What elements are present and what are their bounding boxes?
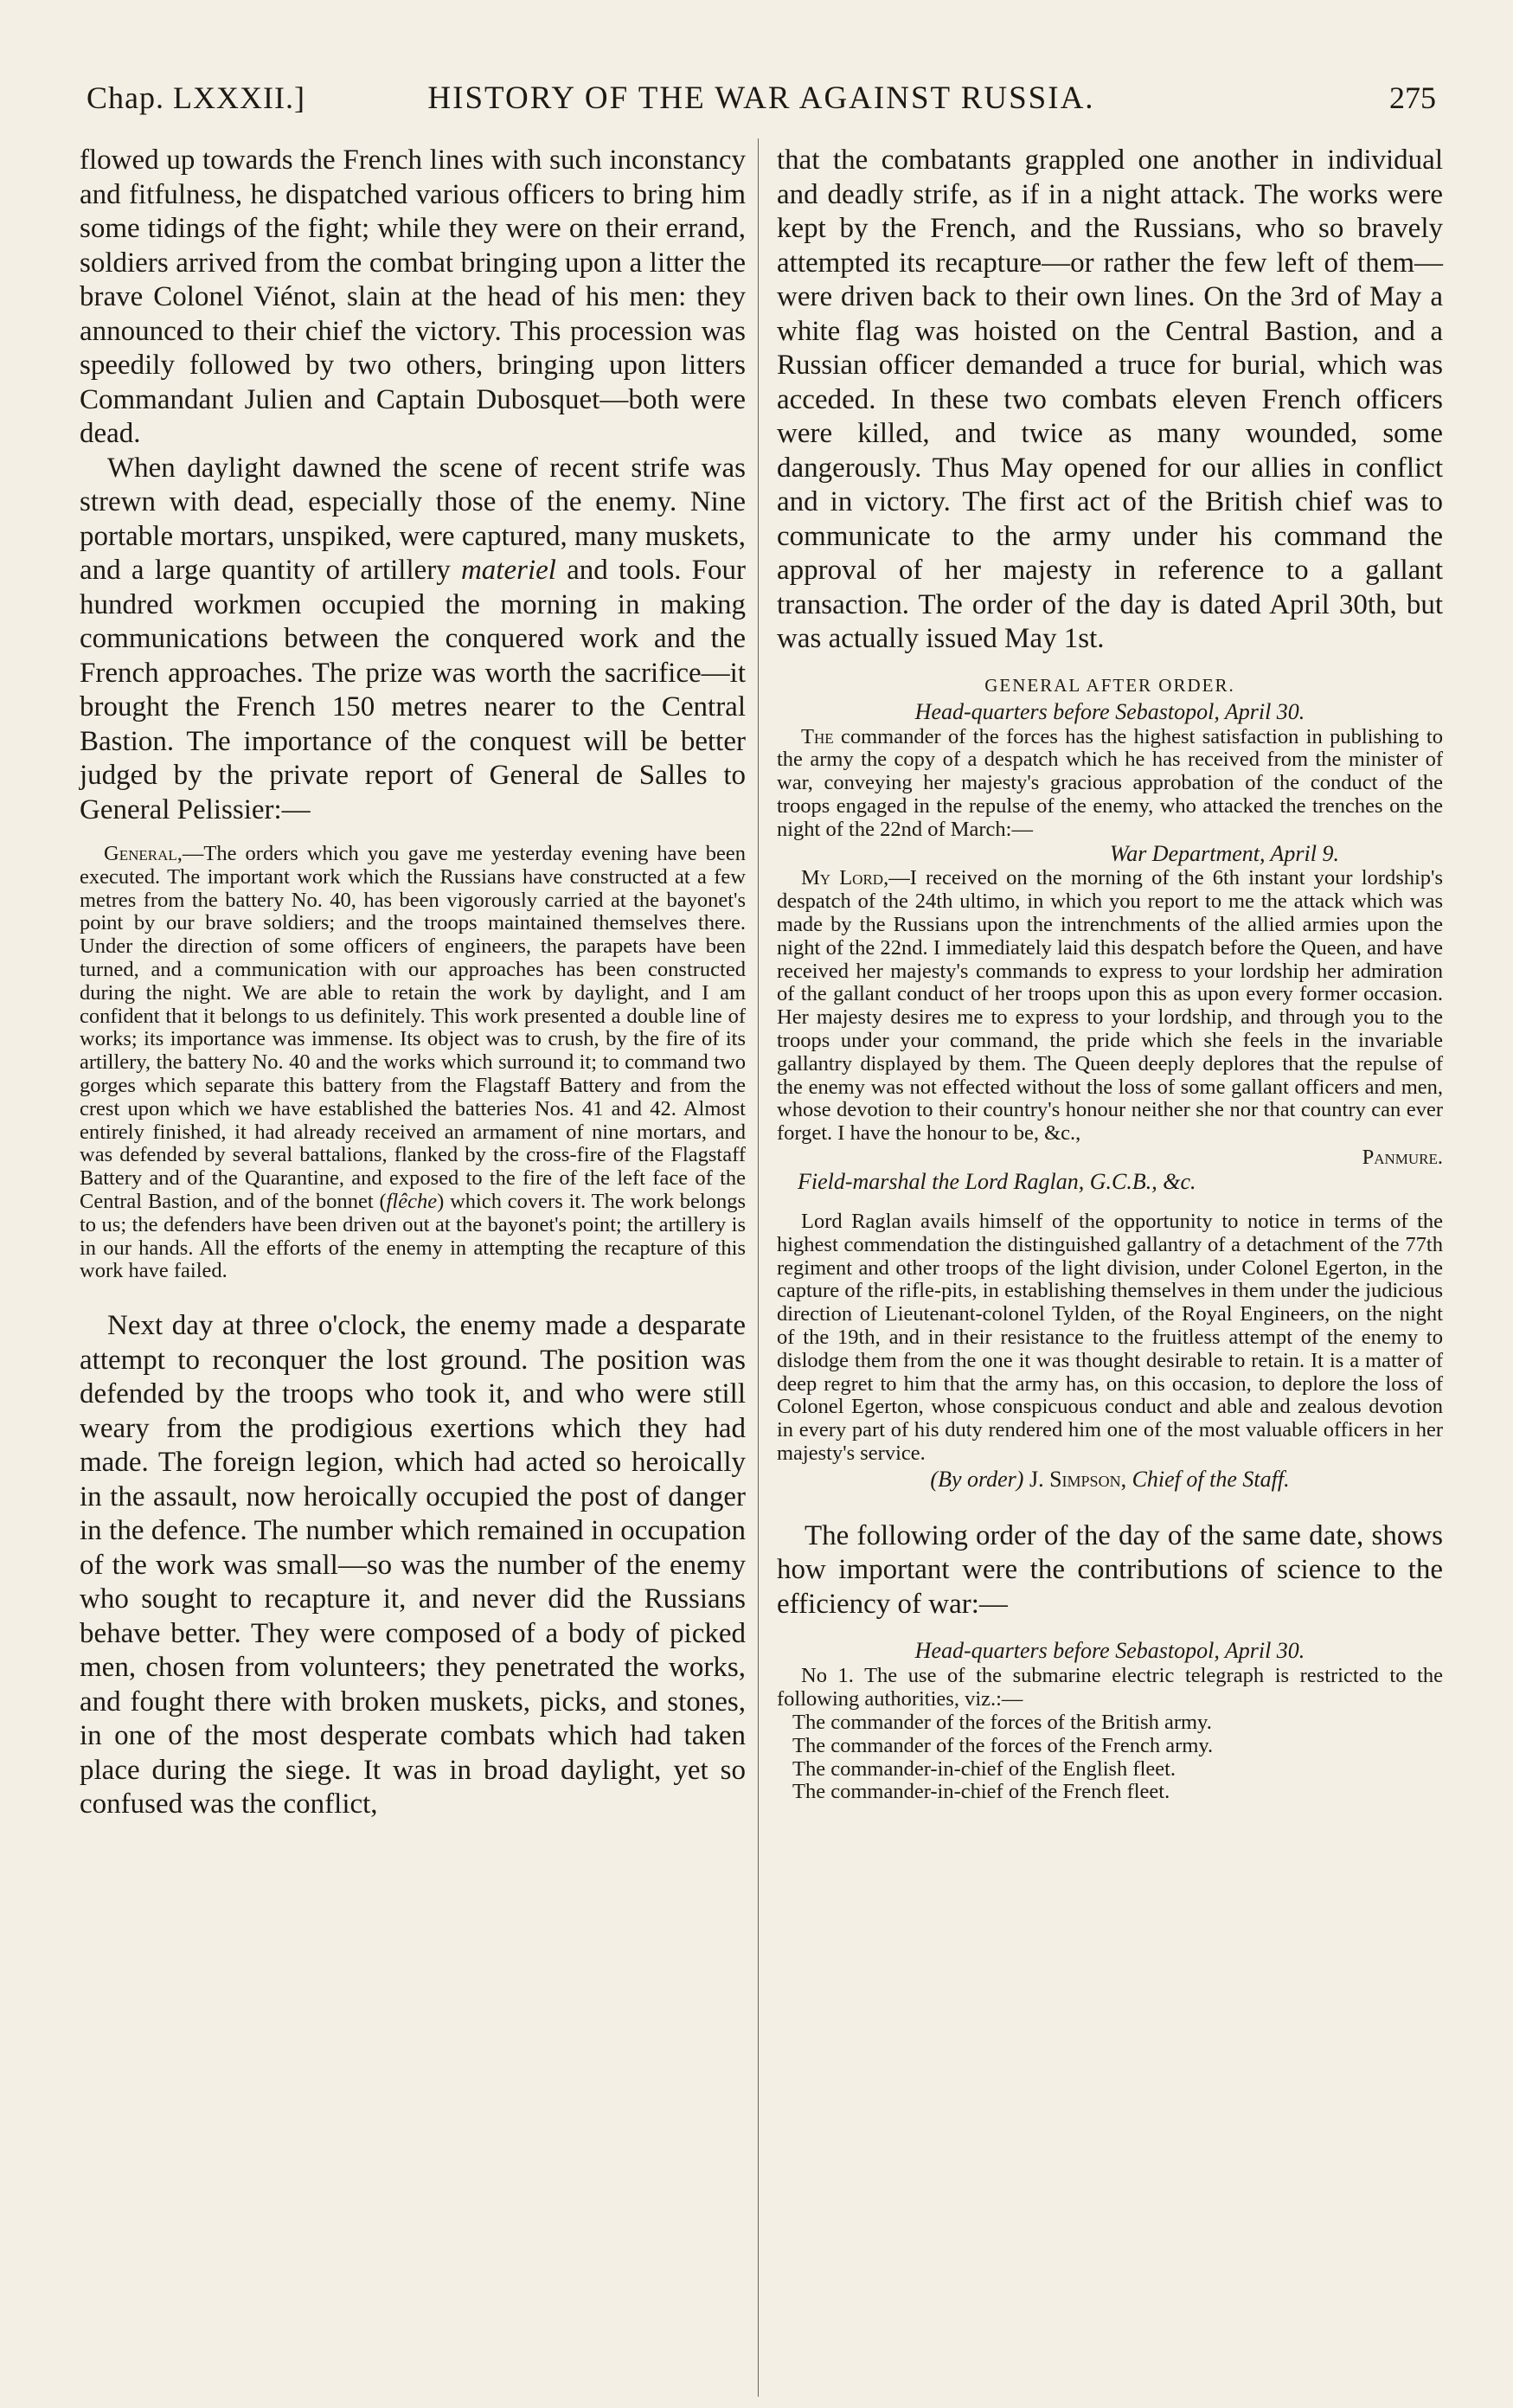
letter-text-part2: ) which covers it. The work belongs to us; the defenders have been driven out at the bayonet's point; the artillery is in our hands. All the efforts of the enemy in attempting the recapture of this work have failed. [80, 1189, 746, 1283]
despatch-text [777, 867, 1443, 1146]
authority-item: The commander of the forces of the French army. [792, 1733, 1214, 1757]
running-title: HISTORY OF THE WAR AGAINST RUSSIA. [427, 80, 1095, 116]
letter-text-part1: —The orders which you gave me yesterday evening have been executed. The important work which the Russians have constructed at a few metres from the battery No. 40, has been vigorously carried at the bayonet's point by our brave soldiers; and the troops maintained themselves there. Under the direction of some officers of engineers, the parapets have been turned, and a communication with our approaches has been constructed during the night. We are able to retain the work by daylight, and I am confident that it belongs to us definitely. This work presented a double line of works; its importance was immense. Its object was to crush, by the fire of its artillery, the battery No. 40 and the works which surround it; to command two gorges which separate this battery from the Flagstaff Battery and from the crest upon which we have established the batteries Nos. 41 and 42. Almost entirely finished, it had already received an armament of nine mortars, and was defended by several battalions, flanked by the cross-fire of the Flagstaff Battery and of the Quarantine, and exposed to the fire of the left face of the Central Bastion, and of the bonnet ( [80, 842, 746, 1213]
authority-item: The commander of the forces of the British army. [792, 1710, 1212, 1734]
paragraph-daylight [80, 452, 746, 828]
simpson-name: J. Simpson, [1029, 1466, 1127, 1492]
column-divider [758, 138, 759, 2397]
page-header [87, 80, 1436, 119]
order2-item-1: No 1. The use of the submarine electric telegraph is restricted to the following authorities, viz.:— [777, 1664, 1443, 1711]
addressee: Field-marshal the Lord Raglan, G.C.B., &c. [798, 1169, 1196, 1195]
paragraph-combatants: that the combatants grappled one another in individual and deadly strife, as if in a night attack. The works were kept by the French, and the Russians, who so bravely attempted its recapture—or rather the few left of them—were driven back to their own lines. On the 3rd of May a white flag was hoisted on the Central Bastion, and a Russian officer demanded a truce for burial, which was acceded. In these two combats eleven French officers were killed, and twice as many wounded, some dangerously. Thus May opened for our allies in conflict and in victory. The first act of the British chief was to communicate to the army under his command the approval of her majesty in reference to a gallant transaction. The order of the day is dated April 30th, but was actually issued May 1st. [777, 144, 1443, 654]
authority-item: The commander-in-chief of the English fleet. [792, 1756, 1176, 1781]
left-column [80, 144, 746, 1822]
paragraph-daylight-italic: materiel [460, 555, 556, 586]
chapter-label: Chap. LXXXII.] [87, 80, 305, 115]
order-dateline: Head-quarters before Sebastopol, April 30. [914, 698, 1305, 724]
raglan-notice: Lord Raglan avails himself of the opportunity to notice in terms of the highest commendation the distinguished gallantry of a detachment of the 77th regiment and other troops of the light division, under Colonel Egerton, in the capture of the rifle-pits, in establishing themselves in them under the judicious direction of Lieutenant-colonel Tylden, of the Royal Engineers, on the night of the 19th, and in their resistance to the fruitless attempt of the enemy to dislodge them from the one it was thought desirable to retain. It is a matter of deep regret to him that the army has, on this occasion, to deplore the loss of Colonel Egerton, whose conspicuous conduct and able and zealous devotion in every part of his duty rendered him one of the most valuable officers in her majesty's service. [777, 1210, 1443, 1466]
general-order-text [777, 726, 1443, 842]
order-lead-word: The [801, 724, 834, 748]
authority-item: The commander-in-chief of the French fleet. [792, 1780, 1170, 1804]
order-body: commander of the forces has the highest satisfaction in publishing to the army the copy of a despatch which he has received from the minister of war, conveying her majesty's gracious approbation of the conduct of the troops engaged in the repulse of the enemy, who attacked the trenches on the night of the 22nd of March:— [777, 724, 1443, 841]
paragraph-next-day: Next day at three o'clock, the enemy made a desparate attempt to reconquer the lost ground. The position was defended by the troops who took it, and who were still weary from the prodigious exertions which they had made. The foreign legion, which had acted so heroically in the assault, now heroically occupied the post of danger in the defence. The number which remained in occupation of the work was small—so was the number of the enemy who sought to recapture it, and never did the Russians behave better. They were composed of a body of picked men, chosen from volunteers; they penetrated the works, and fought there with broken muskets, picks, and stones, in one of the most desperate combats which had taken place during the siege. It was in broad daylight, yet so confused was the conflict, [80, 1310, 746, 1820]
general-de-salles-letter [80, 843, 746, 1283]
signature-panmure: Panmure. [1362, 1146, 1443, 1170]
order2-dateline: Head-quarters before Sebastopol, April 30. [914, 1638, 1305, 1664]
despatch-salutation: My Lord, [801, 866, 889, 890]
order-heading: GENERAL AFTER ORDER. [984, 674, 1235, 696]
paragraph-following-order: The following order of the day of the same date, shows how important were the contributions of science to the efficiency of war:— [777, 1519, 1443, 1620]
paragraph-continuation: flowed up towards the French lines with such inconstancy and fitfulness, he dispatched various officers to bring him some tidings of the fight; while they were on their errand, soldiers arrived from the combat bringing upon a litter the brave Colonel Viénot, slain at the head of his men: they announced to their chief the victory. This procession was speedily followed by two others, bringing upon litters Commandant Julien and Captain Dubosquet—both were dead. [80, 144, 746, 449]
despatch-body: —I received on the morning of the 6th instant your lordship's despatch of the 24th ultimo, in which you report to me the attack which was made by the Russians upon the intrenchments of the allied armies upon the night of the 22nd. I immediately laid this despatch before the Queen, and have received her majesty's commands to express to your lordship her admiration of the gallant conduct of her troops upon this as upon every former occasion. Her majesty desires me to express to your lordship, and through you to the troops under your command, the pride which she feels in the invariable gallantry displayed by them. The Queen deeply deplores that the repulse of the enemy was not effected without the loss of some gallant officers and men, whose devotion to their country's honour neither she nor that country can ever forget. I have the honour to be, &c., [777, 866, 1443, 1146]
by-order-label: (By order) [930, 1466, 1024, 1492]
war-department-dateline: War Department, April 9. [1109, 841, 1339, 867]
paragraph-daylight-part1: When daylight dawned the scene of recent strife was strewn with dead, especially those of the enemy. Nine portable mortars, unspiked, were captured, many muskets, and a large quantity of artillery [80, 452, 746, 586]
page-number: 275 [1389, 80, 1436, 115]
by-order-line [777, 1466, 1443, 1493]
letter-salutation: General, [104, 842, 183, 865]
paragraph-daylight-part2: and tools. Four hundred workmen occupied the morning in making communications between the conquered work and the French approaches. The prize was worth the sacrifice—it brought the French 150 metres nearer to the Central Bastion. The importance of the conquest will be better judged by the private report of General de Salles to General Pelissier:— [80, 555, 746, 825]
letter-italic: flêche [386, 1189, 438, 1213]
right-column [777, 144, 1443, 1804]
simpson-title: Chief of the Staff. [1132, 1466, 1290, 1492]
